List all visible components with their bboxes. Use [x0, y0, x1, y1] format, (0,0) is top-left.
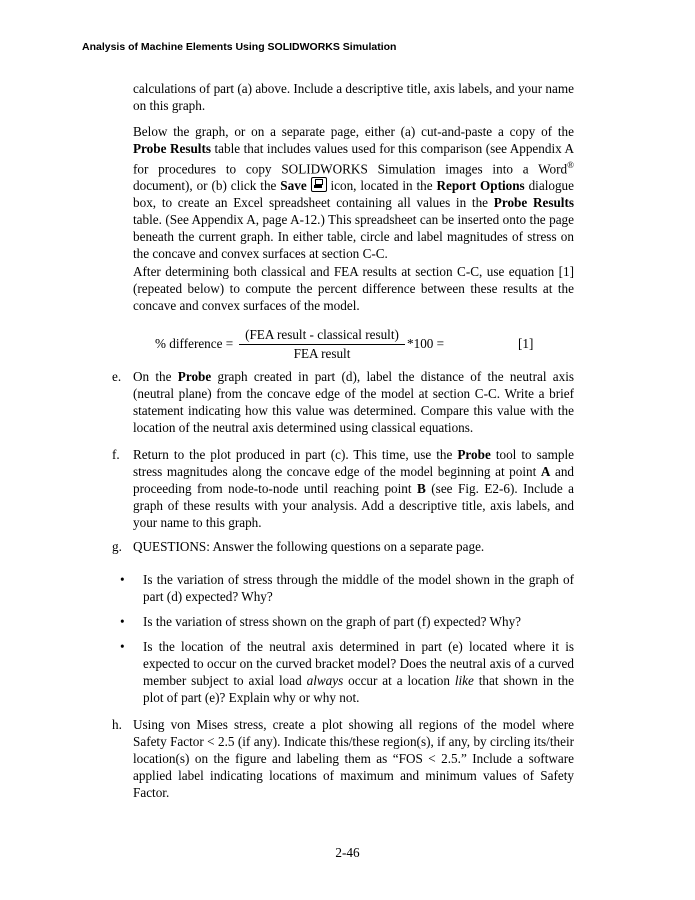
text: and proceeding from node-to-node until reaching point	[133, 464, 575, 496]
equation-numerator: (FEA result - classical result)	[245, 327, 399, 342]
bold-term: B	[417, 481, 426, 496]
text: On the	[133, 369, 178, 384]
text: table. (See Appendix A, page A-12.) This spreadsheet can be inserted onto the page beneath the current graph. In either table, circle and label magnitudes of stress on the concave and convex surfaces at section C-C.	[133, 212, 574, 262]
text: Below the graph, or on a separate page, either (a) cut-and-paste a copy of the	[133, 124, 574, 139]
italic-term: always	[306, 673, 344, 688]
bold-term: Probe Results	[133, 141, 211, 156]
registered-mark: ®	[567, 160, 574, 170]
item-text: Using von Mises stress, create a plot showing all regions of the model where Safety Factor < 2.5 (if any). Indicate this/these region(s), if any, by circling its/their location(s) on the figure and labeling them as “FOS < 2.5.” Include a software applied label indicating locations of maximum and minimum values of Safety Factor.	[133, 717, 574, 800]
bold-term: A	[540, 464, 551, 479]
list-item-h	[112, 716, 574, 801]
page-number: 2-46	[335, 845, 360, 860]
equation-rhs: *100 =	[407, 336, 445, 351]
percent-difference-equation	[155, 327, 555, 367]
bullet-item-1	[120, 571, 574, 605]
equation-lhs: % difference =	[155, 336, 234, 351]
bullet-text: Is the variation of stress through the middle of the model shown in the graph of part (d) expected? Why?	[143, 572, 574, 604]
save-icon	[311, 177, 327, 192]
bullet-text: Is the variation of stress shown on the graph of part (f) expected? Why?	[143, 614, 522, 629]
bold-term: Save	[280, 178, 307, 194]
bold-term: Report Options	[436, 178, 525, 194]
equation-denominator: FEA result	[293, 346, 351, 361]
item-label: g.	[112, 539, 122, 554]
list-item-g	[112, 538, 574, 555]
text: tool to sample stress magnitudes along the concave edge of the model beginning at point	[133, 447, 574, 479]
text: Return to the plot produced in part (c). This time, use the	[133, 447, 458, 462]
bullet-item-2	[120, 613, 574, 630]
text: (see Fig. E2-6). Include a graph of these results with your analysis. Add a descriptive title, axis labels, and your name to this graph.	[133, 481, 575, 530]
bullet-symbol: •	[120, 639, 125, 654]
running-header: Analysis of Machine Elements Using SOLIDWORKS Simulation	[82, 41, 397, 53]
equation-number: [1]	[518, 336, 534, 351]
item-text	[133, 446, 574, 531]
bullet-item-3	[120, 638, 574, 706]
item-label: h.	[112, 717, 122, 732]
bullet-text	[143, 638, 574, 706]
bullet-symbol: •	[120, 572, 125, 587]
bold-term: Probe Results	[493, 195, 574, 211]
text: graph created in part (d), label the distance of the neutral axis (neutral plane) from the concave edge of the model at section C-C. Write a brief statement indicating how this value was determined. Compare this value with the location of the neutral axis determined using classical equations.	[133, 369, 575, 435]
text: Is the location of the neutral axis determined in part (e) located where it is expected to occur on the curved bracket model? Does the neutral axis of a curved member subject to axial load	[143, 639, 574, 688]
text: that shown in the plot of part (e)? Explain why or why not.	[143, 673, 574, 705]
item-label: f.	[112, 447, 120, 462]
paragraph-percent-difference: After determining both classical and FEA results at section C-C, use equation [1] (repeated below) to compute the percent difference between these results at the concave and convex surfaces of the model.	[133, 264, 574, 313]
fraction-bar	[239, 344, 405, 345]
list-item-e	[112, 368, 574, 436]
bullet-symbol: •	[120, 614, 125, 629]
paragraph-probe-results	[133, 123, 574, 262]
item-text	[133, 368, 574, 436]
item-text: QUESTIONS: Answer the following questions on a separate page.	[133, 539, 485, 554]
text: icon, located in the	[326, 178, 437, 194]
item-label: e.	[112, 369, 122, 384]
paragraph-graph-instructions: calculations of part (a) above. Include a descriptive title, axis labels, and your name on this graph.	[133, 81, 574, 113]
text: table that includes values used for this comparison (see Appendix A for procedures to copy SOLIDWORKS Simulation images into a Word	[133, 141, 575, 177]
italic-term: like	[454, 673, 474, 688]
text: document), or (b) click the	[133, 178, 281, 194]
list-item-f	[112, 446, 574, 531]
bold-term: Probe	[457, 447, 491, 462]
text: dialogue box, to create an Excel spreadsheet containing all values in the	[133, 178, 574, 211]
bold-term: Probe	[177, 369, 212, 384]
text: occur at a location	[343, 673, 455, 688]
